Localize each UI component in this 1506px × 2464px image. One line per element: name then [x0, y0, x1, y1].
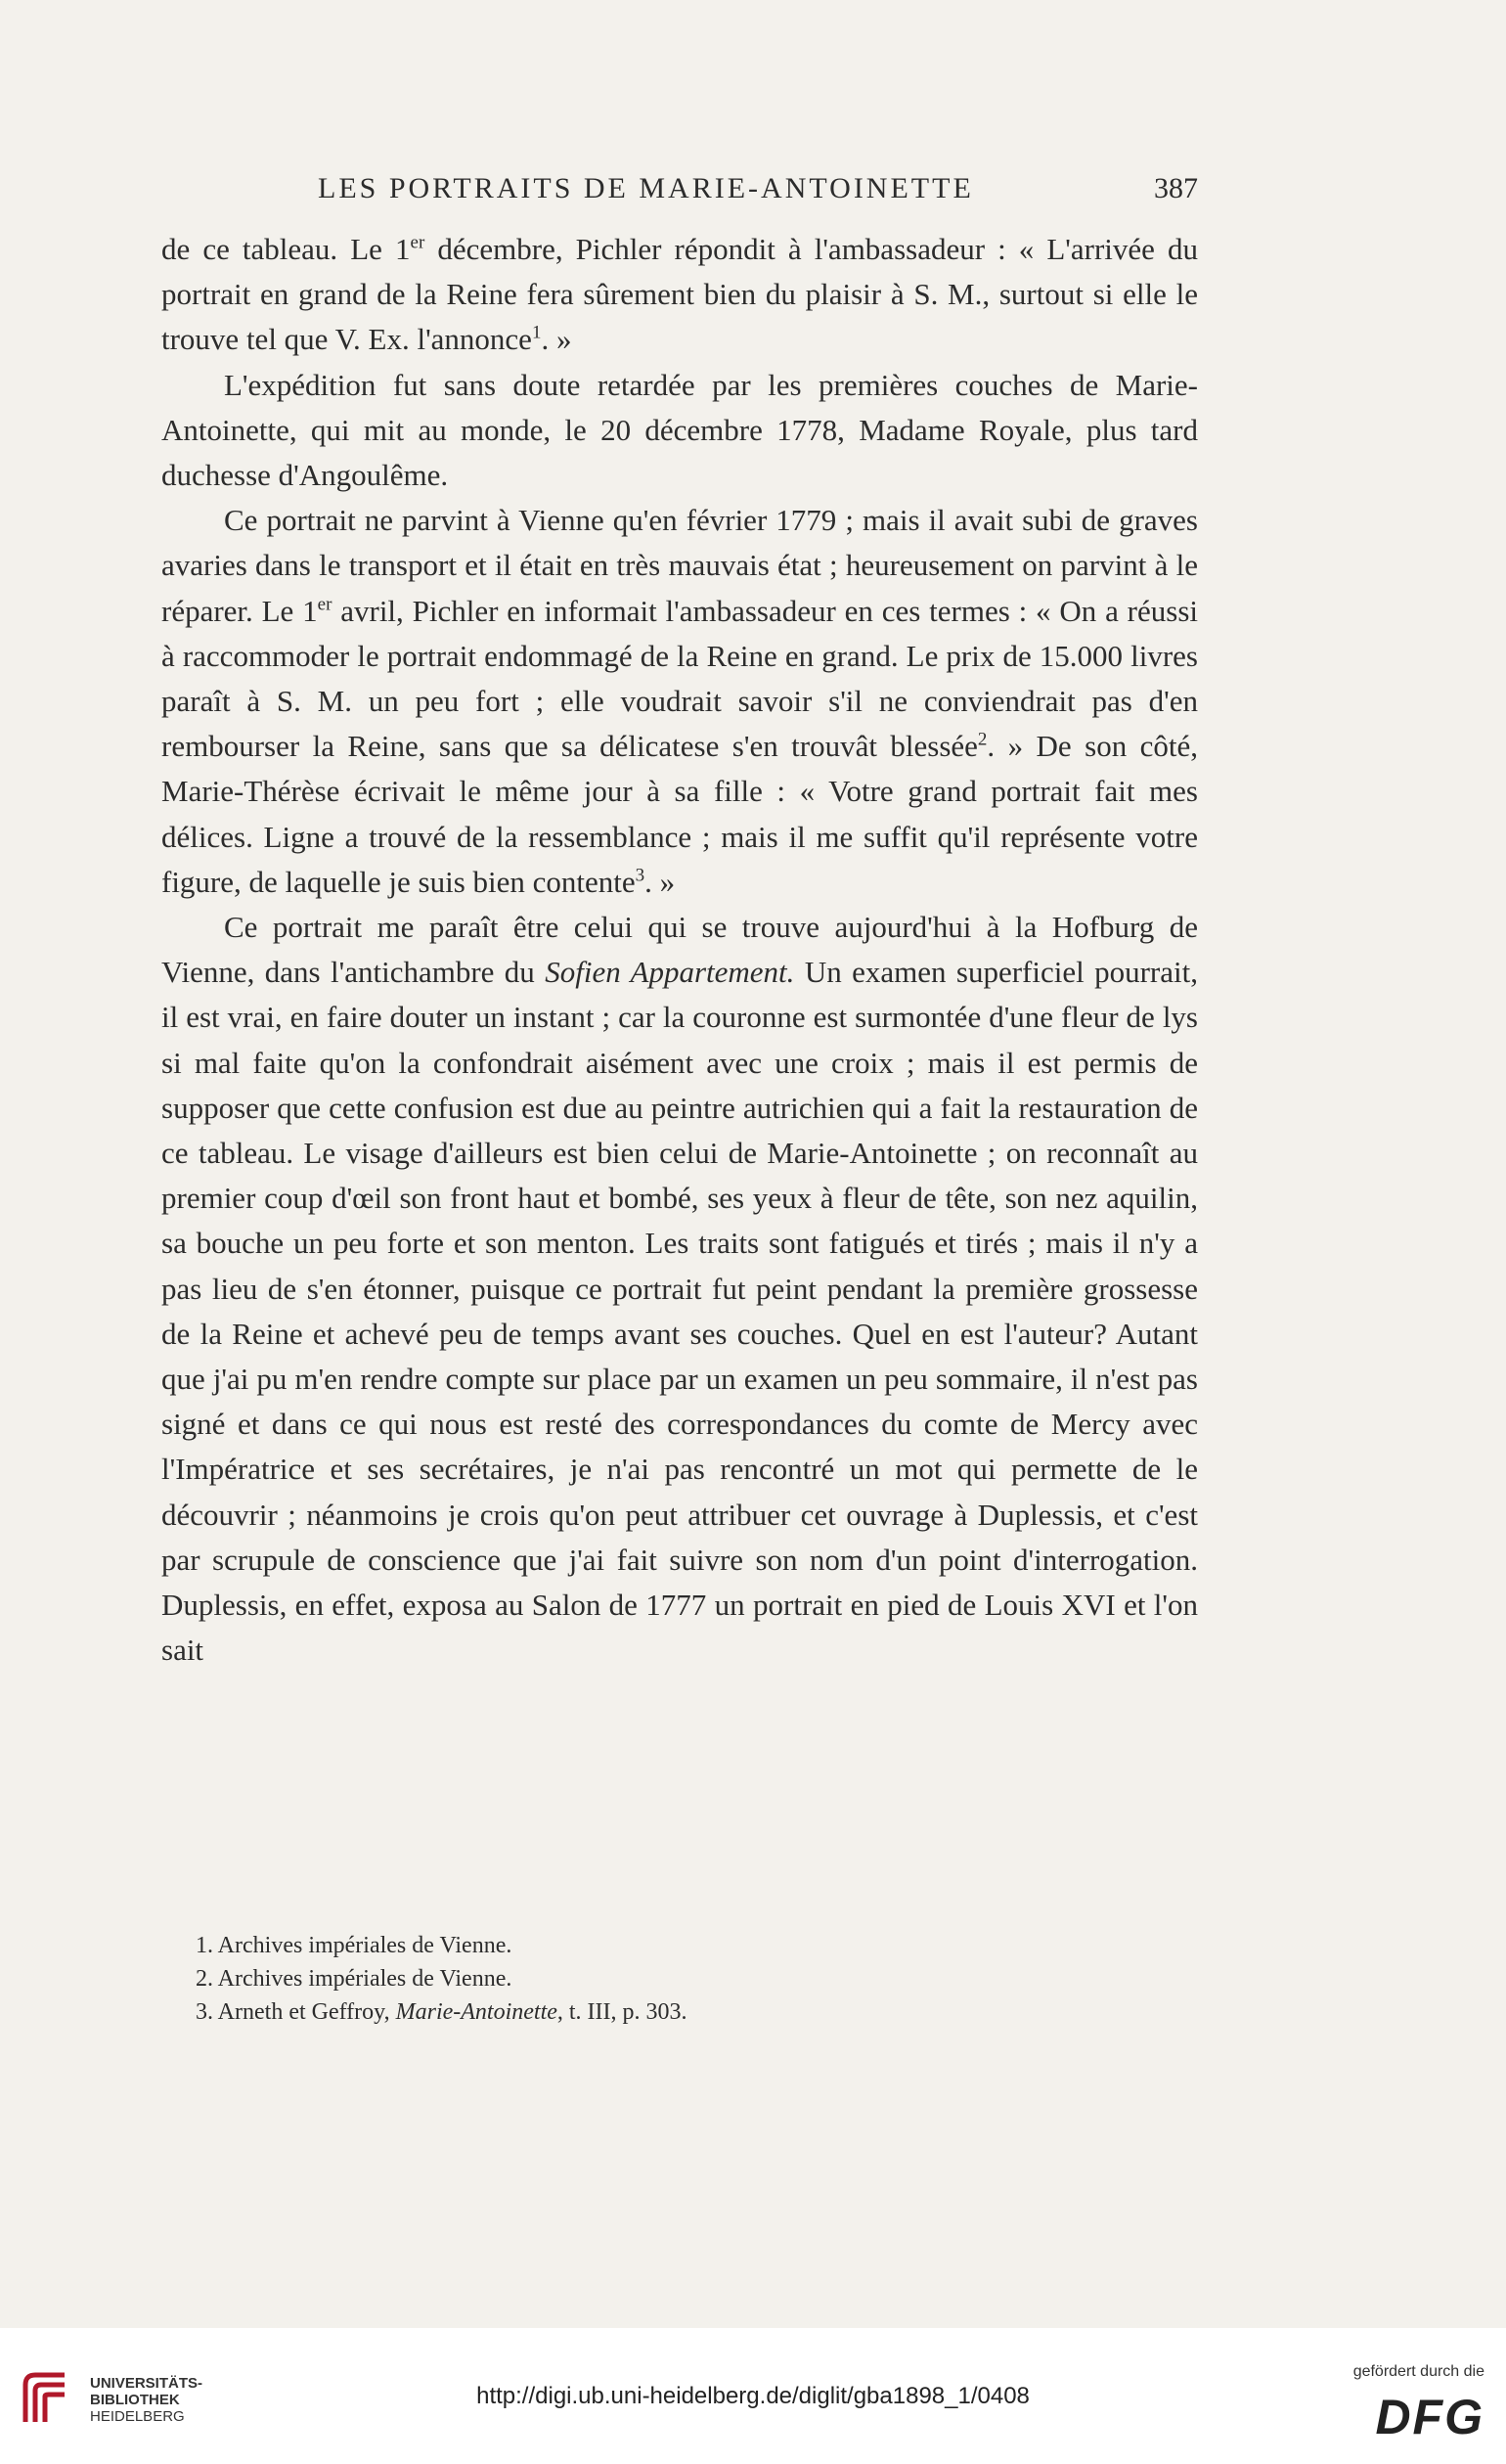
italic-title: Sofien Appartement.: [545, 955, 795, 990]
text-run: . »: [541, 322, 572, 357]
footnotes: [196, 1929, 1174, 2029]
footnote-ref: 3: [635, 865, 645, 886]
footnote-3: [196, 1995, 1174, 2029]
text-run: . » De son côté, Marie-Thérèse écrivait le même jour à sa fille : « Votre grand portrait fait mes délices. Ligne a trouvé de la ressemblance ; mais il me suffit qu'il représente votre figure, de laquelle je suis bien contente: [161, 729, 1199, 899]
page-header: [161, 172, 1198, 213]
superscript: er: [317, 594, 332, 615]
text-run: Ce portrait me paraît être celui qui se trouve aujourd'hui à la Hofburg de Vienne, dans l'antichambre du: [161, 910, 1198, 990]
text-run: . »: [644, 864, 676, 899]
italic-title: Marie-Antoinette: [395, 1999, 557, 2025]
paragraph-1: [161, 227, 1198, 363]
footnote-2: 2. Archives impériales de Vienne.: [196, 1966, 512, 1992]
digitization-footer: [0, 2328, 1506, 2464]
permalink-url[interactable]: http://digi.ub.uni-heidelberg.de/diglit/gba1898_1/0408: [476, 2383, 1030, 2409]
library-name-line: UNIVERSITÄTS-: [90, 2375, 203, 2392]
paragraph-4: [161, 905, 1198, 1673]
library-name: [90, 2375, 202, 2425]
text-run: de ce tableau. Le 1: [161, 232, 411, 266]
paragraph-2: L'expédition fut sans doute retardée par les premières couches de Marie-Antoinette, qui mit au monde, le 20 décembre 1778, Madame Royale, plus tard duchesse d'Angoulême.: [161, 367, 1198, 493]
funder-label: gefördert durch die: [1352, 2363, 1484, 2380]
running-title: LES PORTRAITS DE MARIE-ANTOINETTE: [318, 172, 974, 204]
text-run: décembre, Pichler répondit à l'ambassadeur : « L'arrivée du portrait en grand de la Reine fera sûrement bien du plaisir à S. M., surtout si elle le trouve tel que V. Ex. l'annonce: [161, 232, 1198, 357]
library-name-line: BIBLIOTHEK: [90, 2392, 180, 2408]
library-logo-icon: [18, 2367, 80, 2430]
text-run: avril, Pichler en informait l'ambassadeur en ces termes : « On a réussi à raccommoder le portrait endommagé de la Reine en grand. Le prix de 15.000 livres paraît à S. M. un peu fort ; elle voudrait savoir s'il ne conviendrait pas d'en rembourser la Reine, sans que sa délicatese s'en trouvât blessée: [161, 593, 1198, 764]
page-number: 387: [1154, 172, 1198, 204]
footnote-1: 1. Archives impériales de Vienne.: [196, 1933, 512, 1958]
footnote-ref: 2: [977, 729, 988, 750]
body-text: [161, 227, 1198, 1674]
library-name-line: HEIDELBERG: [90, 2408, 185, 2425]
dfg-logo: DFG: [1375, 2390, 1484, 2444]
text-run: , t. III, p. 303.: [556, 1999, 687, 2025]
paragraph-3: [161, 498, 1198, 905]
text-run: Ce portrait ne parvint à Vienne qu'en février 1779 ; mais il avait subi de graves avaries dans le transport et il était en très mauvais état ; heureusement on parvint à le réparer. Le 1: [161, 503, 1198, 628]
footnote-ref: 1: [531, 323, 542, 344]
text-run: Un examen superficiel pourrait, il est vrai, en faire douter un instant ; car la couronne est surmontée d'une fleur de lys si mal faite qu'on la confondrait aisément avec une croix ; mais il est permis de supposer que cette confusion est due au peintre autrichien qui a fait la restauration de ce tableau. Le visage d'ailleurs est bien celui de Marie-Antoinette ; on reconnaît au premier coup d'œil son front haut et bombé, ses yeux à fleur de tête, son nez aquilin, sa bouche un peu forte et son menton. Les traits sont fatigués et tirés ; mais il n'y a pas lieu de s'en étonner, puisque ce portrait fut peint pendant la première grossesse de la Reine et achevé peu de temps avant ses couches. Quel en est l'auteur? Autant que j'ai pu m'en rendre compte sur place par un examen un peu sommaire, il n'est pas signé et dans ce qui nous est resté des correspondances du comte de Mercy avec l'Impératrice et ses secrétaires, je n'ai pas rencontré un mot qui permette de le découvrir ; néanmoins je crois qu'on peut attribuer cet ouvrage à Duplessis, et c'est par scrupule de conscience que j'ai fait suivre son nom d'un point d'interrogation. Duplessis, en effet, exposa au Salon de 1777 un portrait en pied de Louis XVI et l'on sait: [161, 955, 1198, 1668]
superscript: er: [410, 232, 425, 253]
text-run: 3. Arneth et Geffroy,: [196, 1999, 396, 2025]
